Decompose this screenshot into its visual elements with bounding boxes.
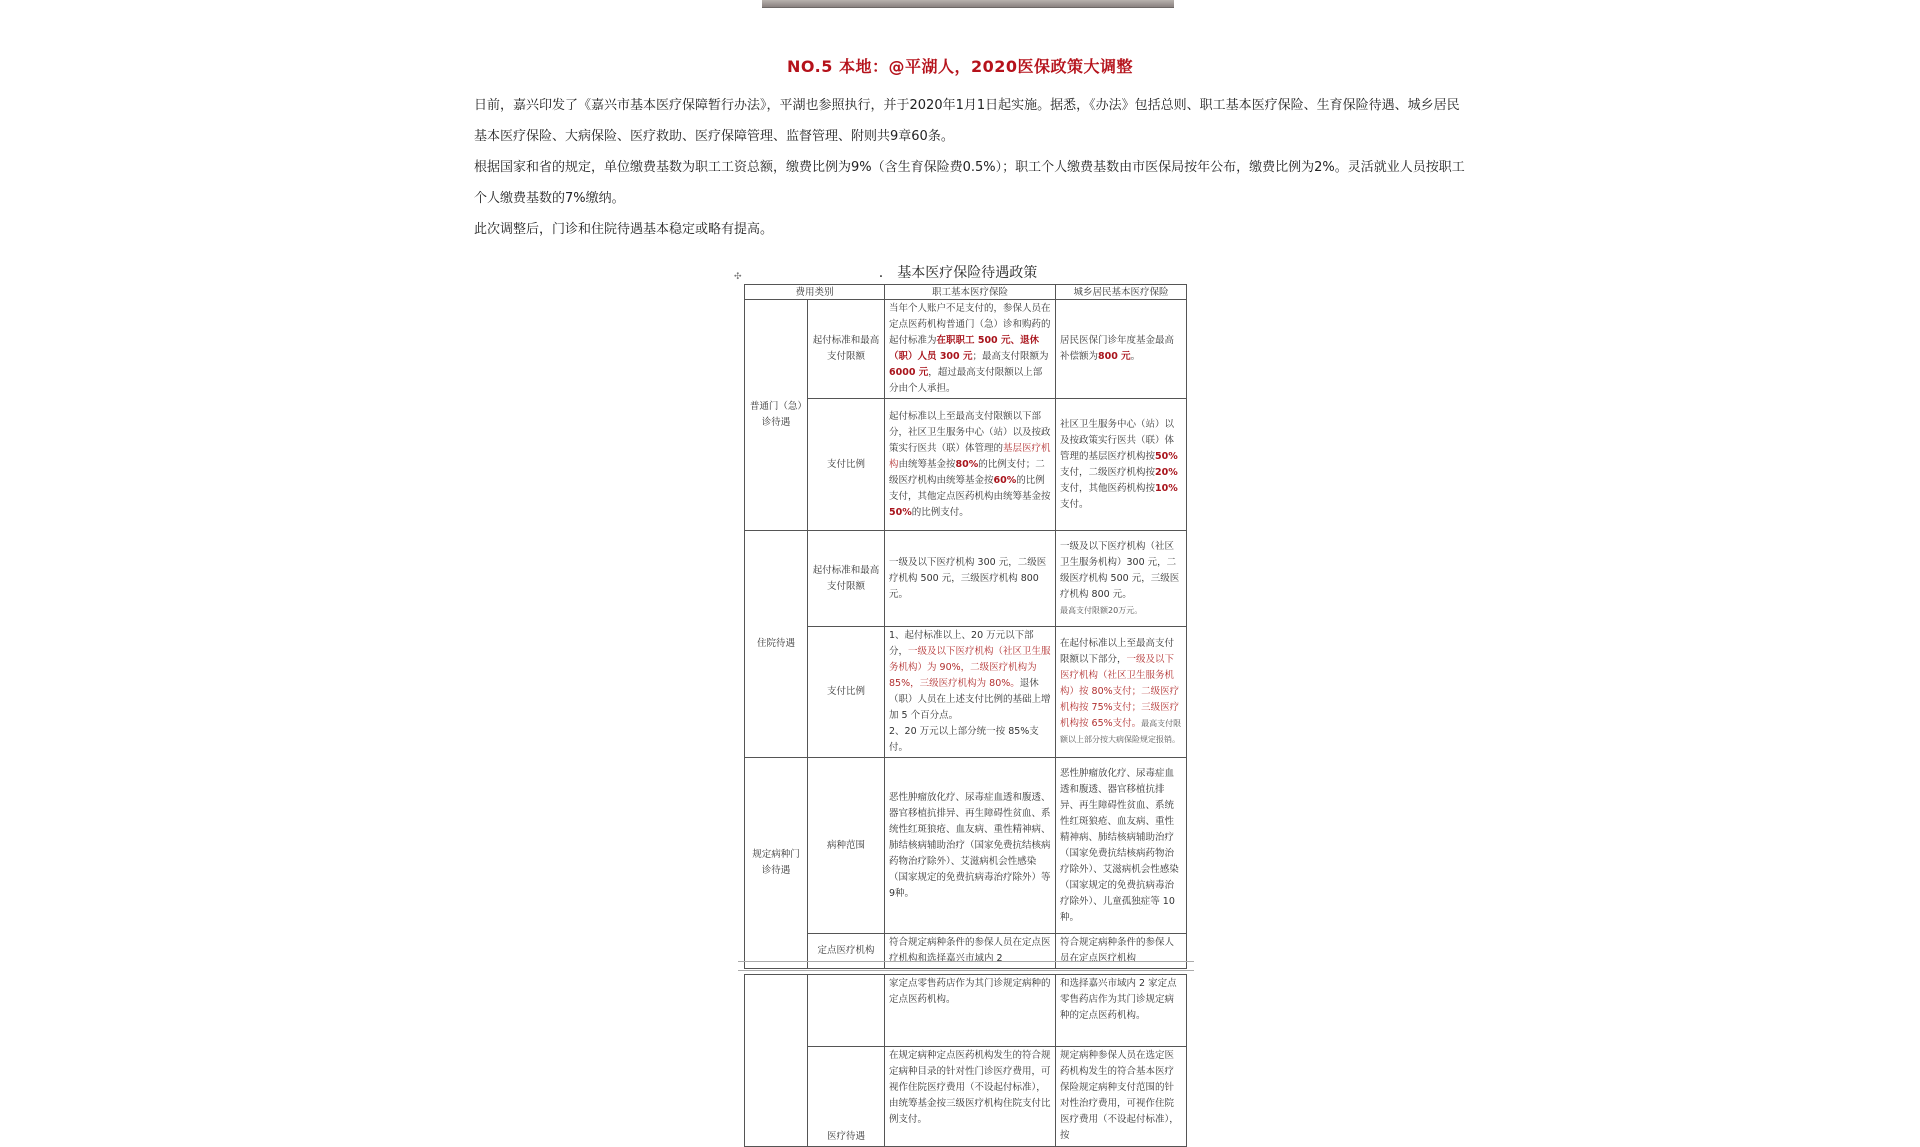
sub-category: 支付比例 bbox=[808, 627, 885, 758]
resident-cell: 居民医保门诊年度基金最高补偿额为800 元。 bbox=[1056, 300, 1187, 399]
sub-category: 支付比例 bbox=[808, 399, 885, 531]
table-row bbox=[745, 531, 1187, 627]
table-row bbox=[745, 1047, 1187, 1147]
sub-category: 病种范围 bbox=[808, 758, 885, 934]
article-body bbox=[474, 90, 1470, 245]
table-row bbox=[745, 975, 1187, 1047]
sub-category: 定点医疗机构 bbox=[808, 934, 885, 969]
sub-category: 医疗待遇 bbox=[808, 1047, 885, 1147]
article-top-image bbox=[762, 0, 1174, 8]
employee-cell: 恶性肿瘤放化疗、尿毒症血透和腹透、器官移植抗排异、再生障碍性贫血、系统性红斑狼疮、血友病、重性精神病、肺结核病辅助治疗（国家免费抗结核病药物治疗除外）、艾滋病机会性感染（国家规定的免费抗病毒治疗除外）等9种。 bbox=[885, 758, 1056, 934]
table-row bbox=[745, 758, 1187, 934]
resident-cell: 规定病种参保人员在选定医药机构发生的符合基本医疗保险规定病种支付范围的针对性治疗费用，可视作住院医疗费用（不设起付标准），按 bbox=[1056, 1047, 1187, 1147]
employee-cell: 当年个人账户不足支付的，参保人员在定点医药机构普通门（急）诊和购药的起付标准为在职职工 500 元、退休（职）人员 300 元；最高支付限额为6000 元，超过最高支付限额以上部分由个人承担。 bbox=[885, 300, 1056, 399]
title-dot: . bbox=[878, 265, 884, 281]
paragraph-2: 根据国家和省的规定，单位缴费基数为职工工资总额，缴费比例为9%（含生育保险费0.5%）；职工个人缴费基数由市医保局按年公布，缴费比例为2%。灵活就业人员按职工个人缴费基数的7%缴纳。 bbox=[474, 160, 1465, 206]
employee-cell: 一级及以下医疗机构 300 元，二级医疗机构 500 元，三级医疗机构 800 元。 bbox=[885, 531, 1056, 627]
header-category: 费用类别 bbox=[745, 285, 885, 300]
header-resident: 城乡居民基本医疗保险 bbox=[1056, 285, 1187, 300]
table-row bbox=[745, 627, 1187, 758]
resident-cell: 恶性肿瘤放化疗、尿毒症血透和腹透、器官移植抗排异、再生障碍性贫血、系统性红斑狼疮、血友病、重性精神病、肺结核病辅助治疗（国家免费抗结核病药物治疗除外）、艾滋病机会性感染（国家规定的免费抗病毒治疗除外）、儿童孤独症等 10 种。 bbox=[1056, 758, 1187, 934]
section-heading: NO.5 本地：@平湖人，2020医保政策大调整 bbox=[787, 57, 1133, 76]
sub-category: 起付标准和最高支付限额 bbox=[808, 531, 885, 627]
employee-cell: 起付标准以上至最高支付限额以下部分，社区卫生服务中心（站）以及按政策实行医共（联）体管理的基层医疗机构由统筹基金按80%的比例支付；二级医疗机构由统筹基金按60%的比例支付，其他定点医药机构由统筹基金按50%的比例支付。 bbox=[885, 399, 1056, 531]
policy-table bbox=[744, 284, 1187, 969]
page-break bbox=[738, 961, 1194, 971]
resident-cell: 符合规定病种条件的参保人员在定点医疗机构 bbox=[1056, 934, 1187, 969]
employee-cell: 符合规定病种条件的参保人员在定点医疗机构和选择嘉兴市域内 2 bbox=[885, 934, 1056, 969]
table-title-text: 基本医疗保险待遇政策 bbox=[897, 265, 1038, 281]
paragraph-1: 日前，嘉兴印发了《嘉兴市基本医疗保障暂行办法》，平湖也参照执行，并于2020年1月1日起实施。据悉，《办法》包括总则、职工基本医疗保险、生育保险待遇、城乡居民基本医疗保险、大病保险、医疗救助、医疗保障管理、监督管理、附则共9章60条。 bbox=[474, 98, 1460, 144]
resident-cell: 一级及以下医疗机构（社区卫生服务机构）300 元，二级医疗机构 500 元，三级医疗机构 800 元。 最高支付限额20万元。 bbox=[1056, 531, 1187, 627]
category-inpatient: 住院待遇 bbox=[745, 531, 808, 758]
paragraph-3: 此次调整后，门诊和住院待遇基本稳定或略有提高。 bbox=[474, 222, 774, 237]
employee-cell: 1、起付标准以上、20 万元以下部分，一级及以下医疗机构（社区卫生服务机构）为 90%，二级医疗机构为 85%，三级医疗机构为 80%。退休（职）人员在上述支付比例的基础上增加 5 个百分点。 2、20 万元以上部分统一按 85%支付。 bbox=[885, 627, 1056, 758]
resident-cell: 和选择嘉兴市域内 2 家定点零售药店作为其门诊规定病种的定点医药机构。 bbox=[1056, 975, 1187, 1047]
sub-category: 起付标准和最高支付限额 bbox=[808, 300, 885, 399]
employee-cell: 在规定病种定点医药机构发生的符合规定病种目录的针对性门诊医疗费用，可视作住院医疗费用（不设起付标准），由统筹基金按三级医疗机构住院支付比例支付。 bbox=[885, 1047, 1056, 1147]
resident-cell: 社区卫生服务中心（站）以及按政策实行医共（联）体管理的基层医疗机构按50%支付，二级医疗机构按20%支付，其他医药机构按10%支付。 bbox=[1056, 399, 1187, 531]
header-employee: 职工基本医疗保险 bbox=[885, 285, 1056, 300]
sub-category bbox=[808, 975, 885, 1047]
employee-cell: 家定点零售药店作为其门诊规定病种的定点医药机构。 bbox=[885, 975, 1056, 1047]
policy-table-continued bbox=[744, 974, 1187, 1147]
category-continued bbox=[745, 975, 808, 1147]
move-handle-icon: ✣ bbox=[734, 272, 742, 282]
table-row bbox=[745, 300, 1187, 399]
table-title bbox=[728, 262, 1188, 282]
category-special: 规定病种门诊待遇 bbox=[745, 758, 808, 969]
table-row bbox=[745, 399, 1187, 531]
resident-cell: 在起付标准以上至最高支付限额以下部分，一级及以下医疗机构（社区卫生服务机构）按 80%支付；二级医疗机构按 75%支付；三级医疗机构按 65%支付。最高支付限额以上部分按大病保险规定报销。 bbox=[1056, 627, 1187, 758]
category-outpatient: 普通门（急）诊待遇 bbox=[745, 300, 808, 531]
table-header-row bbox=[745, 285, 1187, 300]
policy-table-image bbox=[728, 262, 1188, 1142]
